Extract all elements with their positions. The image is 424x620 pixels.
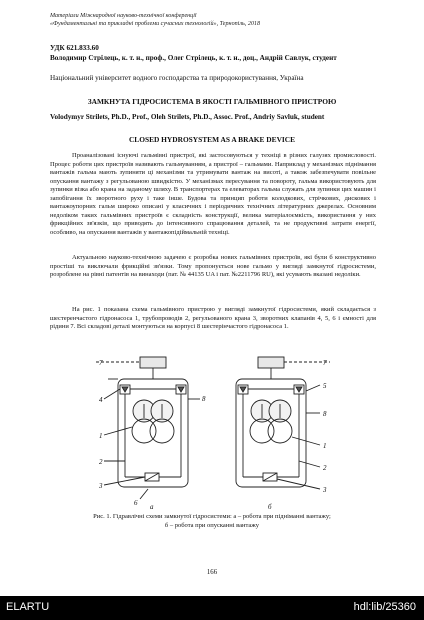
- sublabel-a: а: [150, 503, 154, 511]
- label-8-b: 8: [323, 410, 327, 418]
- scheme-a: [96, 357, 200, 499]
- label-7-a: 7: [99, 359, 103, 367]
- sublabel-b: б: [268, 503, 272, 511]
- gear-lower-a: [132, 419, 156, 443]
- reservoir-b: [258, 357, 284, 368]
- housing-a: [118, 379, 188, 487]
- title-ukrainian: ЗАМКНУТА ГІДРОСИСТЕМА В ЯКОСТІ ГАЛЬМІВНОГО ПРИСТРОЮ: [87, 97, 337, 106]
- conference-header-line1: Матеріали Міжнародної науково-технічної конференції: [50, 13, 197, 19]
- hydraulic-scheme-drawing: [0, 349, 424, 511]
- page-number: 166: [206, 569, 218, 576]
- label-8-a: 8: [202, 395, 206, 403]
- udk-code: УДК 621.833.60: [50, 44, 99, 52]
- conference-header-line2: «Фундаментальні та прикладні проблеми сучасних технологій», Тернопіль, 2018: [50, 21, 261, 27]
- authors-ukrainian: Володимир Стрілець, к. т. н., проф., Олег Стрілець, к. т. н., доц., Андрій Савлук, студент: [50, 54, 337, 62]
- repository-name[interactable]: ELARTU: [6, 601, 50, 613]
- handle-identifier[interactable]: hdl:lib/25360: [353, 601, 416, 613]
- paragraph-figure-ref: На рис. 1 показана схема гальмівного пристрою у вигляді замкнутої гідросистеми, який складається з шестеренчастого гідронасоса 1, трубопроводів 2, регульованого крана 3, зворотних клапанів 4, 5, 6 і ємності для рідини 7. Всі складові деталі монтуються на корпусі 8 шестерінчастого гідронасоса 1.: [50, 306, 376, 330]
- housing-b: [236, 379, 306, 487]
- label-3-a: 3: [99, 482, 103, 490]
- conference-header: [50, 12, 380, 28]
- label-3-b: 3: [323, 486, 327, 494]
- reservoir-a: [140, 357, 166, 368]
- affiliation: Національний університет водного господарства та природокористування, Україна: [50, 74, 304, 82]
- title-english: CLOSED HYDROSYSTEM AS A BRAKE DEVICE: [128, 135, 296, 144]
- label-2-a: 2: [99, 458, 103, 466]
- paragraph-intro: Проаналізовані існуючі гальмівні пристрої, які застосовуються у техніці в різних галузях промисловості. Процес роботи цих пристроїв називають гальмуванням, а пристрої – гальмами. Наприклад у механізмах піднімання вантажів гальма мають зупиняти ці механізми та утримувати вантаж на висоті, а також забезпечувати повільне опускання вантажу з регульованою швидкістю. У механізмах пересування та повороту, гальма використовують для зупинки візка або крана на заданому шляху. В транспортерах та елеваторах гальма служать для зупинки цих машин і запобігання їх зворотного руху і таке інше. Будова та принцип роботи колодкових, стрічкових, дискових і вантажоупорних гальм широко описані у класичних і періодичних технічних літературних джерелах. Основним недоліком таких гальмівних пристроїв є складність конструкції, велика матеріалоємкість, використання у них фрикційних зв'язків, що приводять до інтенсивного спрацювання деталей, та не продуктивні затрати енергії, особливо, на опускання вантажів у вантажопідіймальній техніці.: [50, 152, 376, 236]
- caption-line1: Рис. 1. Гідравлічні схеми замкнутої гідросистеми: а – робота при підніманні вантажу;: [93, 513, 331, 520]
- label-4-a: 4: [99, 396, 103, 404]
- gear-lower-b: [250, 419, 274, 443]
- label-1-a: 1: [99, 432, 103, 440]
- repository-footer: [0, 596, 424, 620]
- paragraph-task: Актуальною науково-технічною задачею є розробка нових гальмівних пристроїв, які були б конструктивно простіші та виключали фрикційні зв'язки. Тому пропонується нове гальмо у вигляді замкнутої гідросистеми, розроблене на рівні патентів на винаходи (пат. № 44135 UA і пат. №2211796 RU), які усувають вказані недоліки.: [50, 254, 376, 278]
- scheme-b: [236, 357, 330, 489]
- label-6-a: 6: [134, 499, 138, 507]
- caption-line2: б – робота при опусканні вантажу: [164, 522, 260, 529]
- figure-hydraulic-schemes: [0, 349, 424, 511]
- label-7-b: 7: [323, 359, 327, 367]
- label-2-b: 2: [323, 464, 327, 472]
- authors-english: Volodymyr Strilets, Ph.D., Prof., Oleh Strilets, Ph.D., Assoc. Prof., Andriy Savluk, student: [50, 113, 325, 121]
- figure-caption: [40, 512, 384, 530]
- label-1-b: 1: [323, 442, 327, 450]
- label-5-b: 5: [323, 382, 327, 390]
